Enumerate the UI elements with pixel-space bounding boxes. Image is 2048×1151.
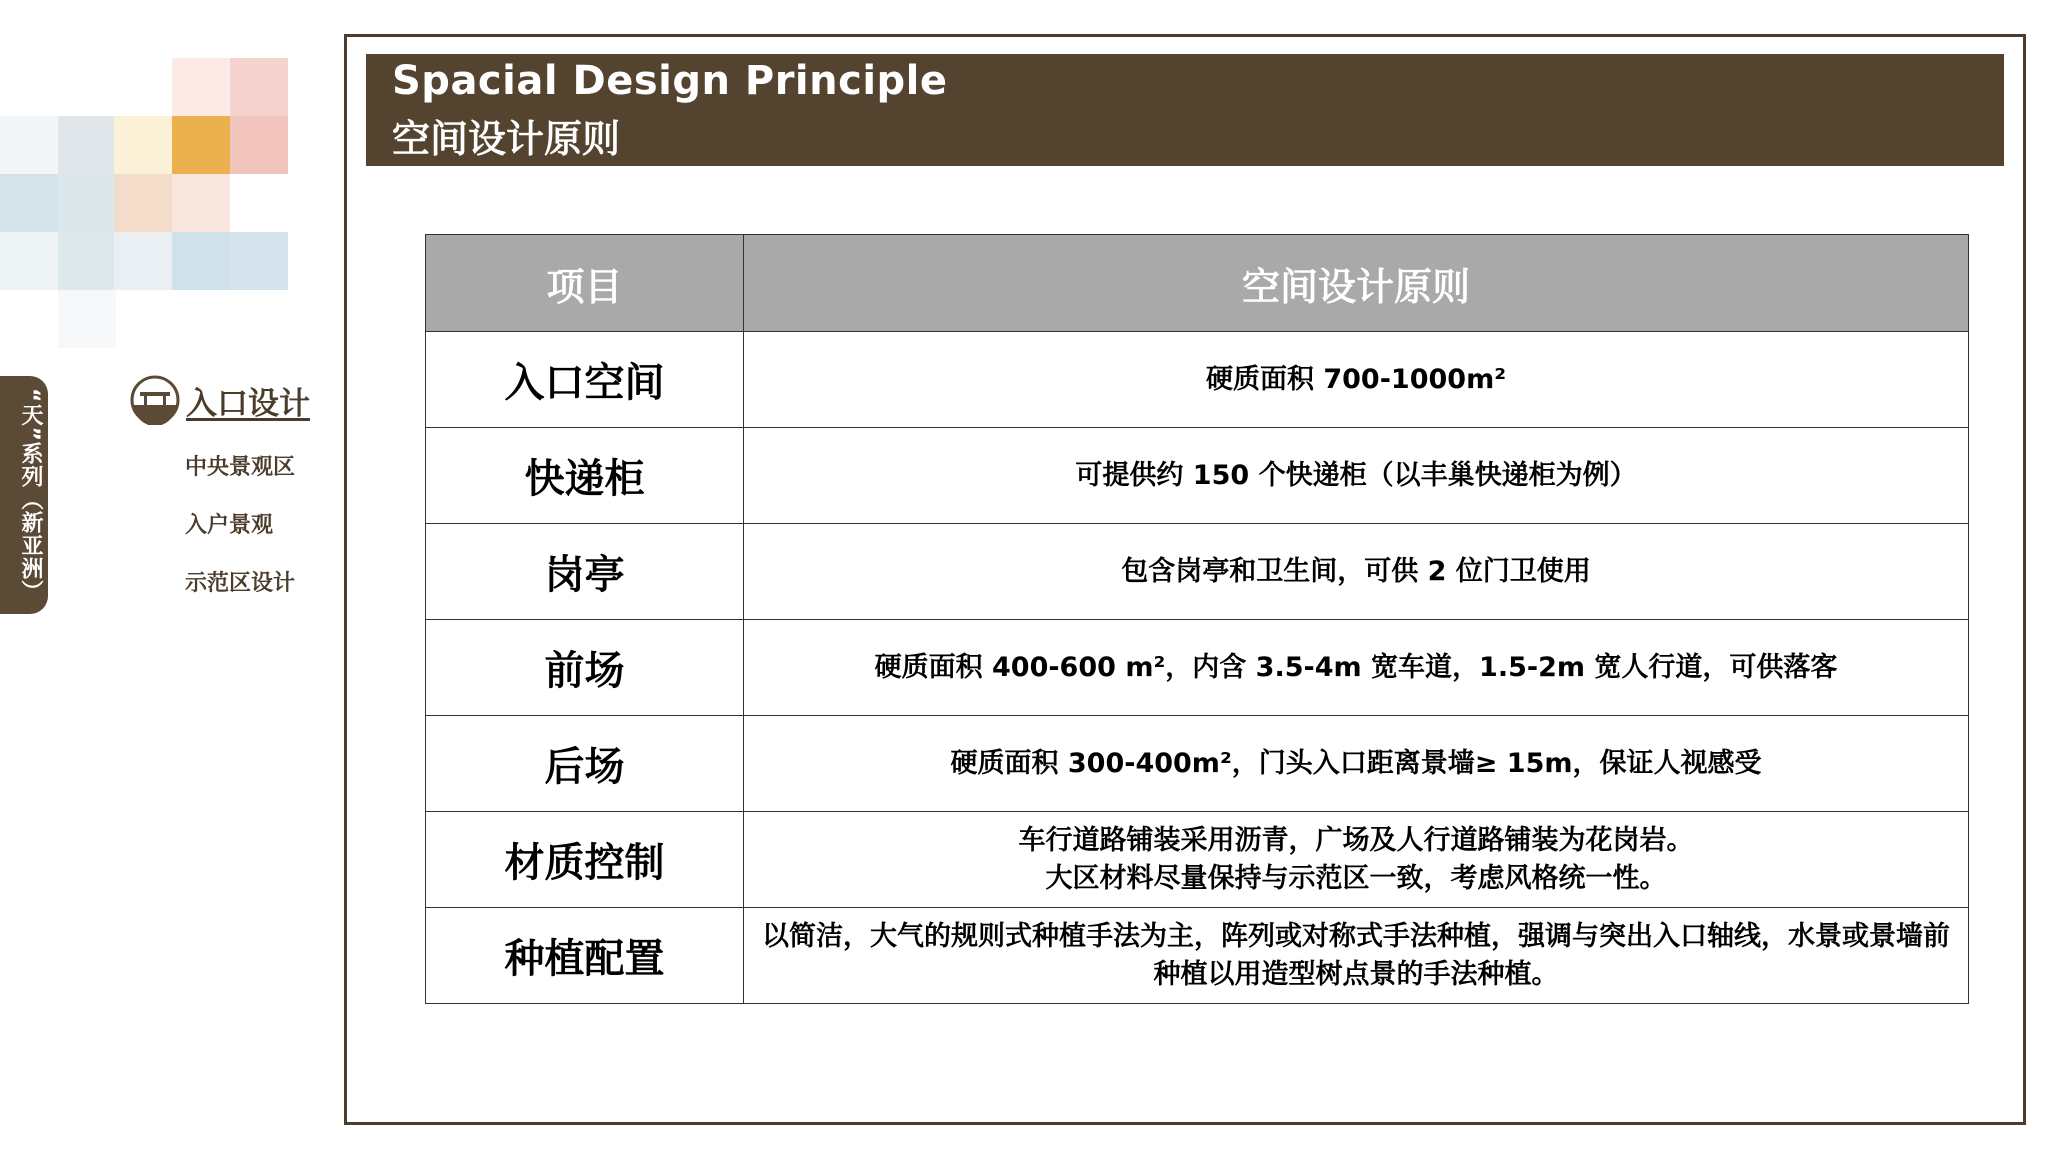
- row-item-name: 材质控制: [426, 812, 744, 908]
- nav-active-label: 入口设计: [186, 385, 310, 422]
- mosaic-tile: [172, 174, 230, 232]
- mosaic-tile: [58, 116, 116, 174]
- row-principle-text: 包含岗亭和卫生间，可供 2 位门卫使用: [744, 524, 1969, 620]
- row-principle-text: 可提供约 150 个快递柜（以丰巢快递柜为例）: [744, 428, 1969, 524]
- row-item-name: 快递柜: [426, 428, 744, 524]
- row-item-name: 前场: [426, 620, 744, 716]
- mosaic-tile: [230, 116, 288, 174]
- column-header-item: 项目: [426, 235, 744, 332]
- mosaic-tile: [172, 58, 230, 116]
- table-header-row: [426, 235, 1969, 332]
- row-item-name: 入口空间: [426, 332, 744, 428]
- row-item-name: 后场: [426, 716, 744, 812]
- mosaic-tile: [0, 174, 58, 232]
- table-row: [426, 524, 1969, 620]
- row-principle-text: 硬质面积 700-1000m²: [744, 332, 1969, 428]
- pavilion-icon: [130, 375, 180, 425]
- table-row: [426, 812, 1969, 908]
- row-principle-text: 以简洁，大气的规则式种植手法为主，阵列或对称式手法种植，强调与突出入口轴线，水景或景墙前种植以用造型树点景的手法种植。: [744, 908, 1969, 1004]
- mosaic-tile: [114, 116, 172, 174]
- table-row: [426, 908, 1969, 1004]
- mosaic-tile: [0, 116, 58, 174]
- page-title-en: Spacial Design Principle: [392, 58, 948, 104]
- mosaic-tile: [230, 232, 288, 290]
- mosaic-tile: [230, 58, 288, 116]
- nav-item-central-landscape[interactable]: 中央景观区: [185, 455, 296, 480]
- table-row: [426, 332, 1969, 428]
- decorative-color-mosaic: [0, 0, 300, 330]
- row-principle-text: 车行道路铺装采用沥青，广场及人行道路铺装为花岗岩。 大区材料尽量保持与示范区一致，考虑风格统一性。: [744, 812, 1969, 908]
- mosaic-tile: [58, 232, 116, 290]
- table-row: [426, 716, 1969, 812]
- page-title-cn: 空间设计原则: [392, 117, 621, 161]
- mosaic-tile: [172, 116, 230, 174]
- mosaic-tile: [0, 232, 58, 290]
- series-tab-label: “天”系列（新亚洲）: [18, 388, 43, 603]
- row-item-name: 种植配置: [426, 908, 744, 1004]
- table-row: [426, 620, 1969, 716]
- nav-item-home-entry-landscape[interactable]: 入户景观: [185, 513, 274, 538]
- row-principle-text: 硬质面积 400-600 m²，内含 3.5-4m 宽车道，1.5-2m 宽人行道，可供落客: [744, 620, 1969, 716]
- mosaic-tile: [58, 174, 116, 232]
- mosaic-tile: [58, 290, 116, 348]
- mosaic-tile: [172, 232, 230, 290]
- design-principles-table: [425, 234, 1969, 1004]
- table-row: [426, 428, 1969, 524]
- nav-item-demo-area-design[interactable]: 示范区设计: [185, 571, 296, 596]
- row-principle-text: 硬质面积 300-400m²，门头入口距离景墙≥ 15m，保证人视感受: [744, 716, 1969, 812]
- mosaic-tile: [114, 232, 172, 290]
- nav-item-entrance-design[interactable]: [130, 378, 310, 422]
- mosaic-tile: [114, 174, 172, 232]
- row-item-name: 岗亭: [426, 524, 744, 620]
- column-header-principle: 空间设计原则: [744, 235, 1969, 332]
